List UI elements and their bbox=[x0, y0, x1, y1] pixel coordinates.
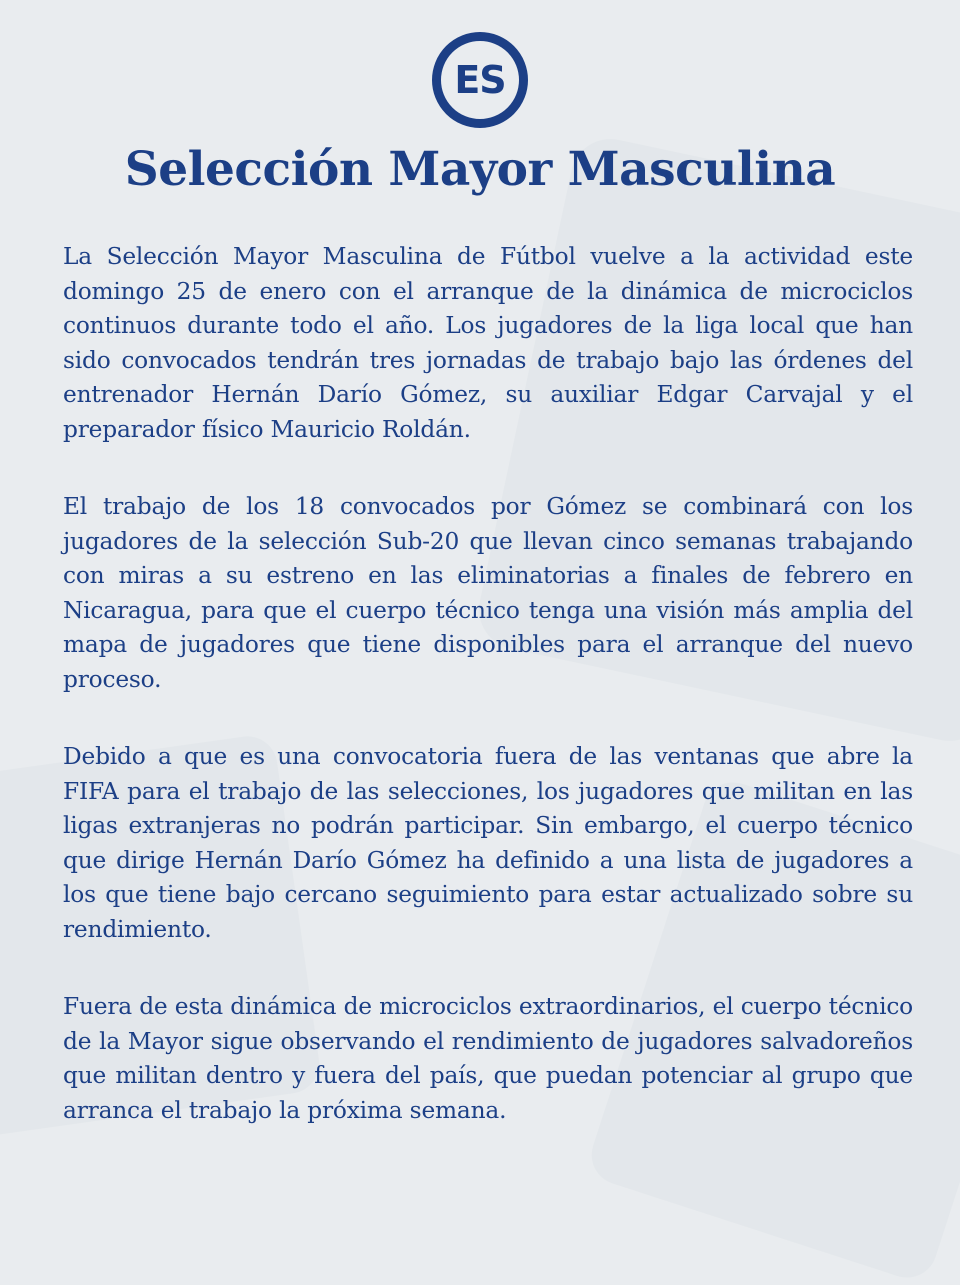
paragraph-2: El trabajo de los 18 convocados por Gómez se combinará con los jugadores de la selección Sub-20 que llevan cinco semanas trabajando con miras a su estreno en las eliminatorias a finales de febrero en Nicaragua, para que el cuerpo técnico tenga una visión más amplia del mapa de jugadores que tiene disponibles para el arranque del nuevo proceso. bbox=[63, 493, 913, 693]
article-body bbox=[63, 240, 913, 1171]
page-title: Selección Mayor Masculina bbox=[124, 142, 836, 197]
paragraph-1: La Selección Mayor Masculina de Fútbol vuelve a la actividad este domingo 25 de enero con el arranque de la dinámica de microciclos continuos durante todo el año. Los jugadores de la liga local que han sido convocados tendrán tres jornadas de trabajo bajo las órdenes del entrenador Hernán Darío Gómez, su auxiliar Edgar Carvajal y el preparador físico Mauricio Roldán. bbox=[63, 243, 913, 443]
paragraph-3: Debido a que es una convocatoria fuera de las ventanas que abre la FIFA para el trabajo de las selecciones, los jugadores que militan en las ligas extranjeras no podrán participar. Sin embargo, el cuerpo técnico que dirige Hernán Darío Gómez ha definido a una lista de jugadores a los que tiene bajo cercano seguimiento para estar actualizado sobre su rendimiento. bbox=[63, 743, 913, 943]
paragraph-4: Fuera de esta dinámica de microciclos extraordinarios, el cuerpo técnico de la Mayor sigue observando el rendimiento de jugadores salvadoreños que militan dentro y fuera del país, que puedan potenciar al grupo que arranca el trabajo la próxima semana. bbox=[63, 993, 913, 1124]
logo-text: ES bbox=[454, 58, 506, 102]
es-logo bbox=[432, 32, 528, 128]
